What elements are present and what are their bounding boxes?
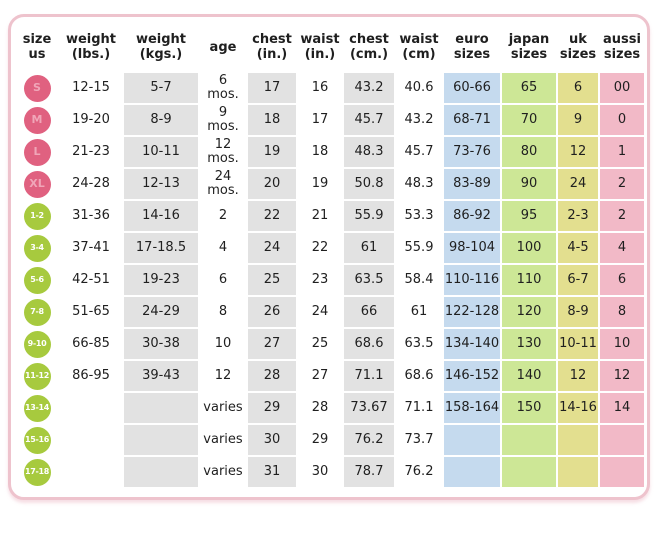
cell-japan: 100 bbox=[502, 233, 556, 263]
cell-weight_lbs: 24-28 bbox=[72, 175, 110, 191]
size-badge: 5-6 bbox=[24, 267, 51, 294]
cell-waist_in: 16 bbox=[311, 79, 329, 95]
cell-weight_lbs: 37-41 bbox=[72, 239, 110, 255]
cell-euro: 146-152 bbox=[444, 361, 500, 391]
cell-waist_in: 25 bbox=[311, 335, 329, 351]
cell-waist_in: 22 bbox=[311, 239, 329, 255]
cell-size_us bbox=[16, 361, 58, 391]
cell-age: 9 mos. bbox=[207, 104, 239, 134]
cell-euro: 60-66 bbox=[444, 73, 500, 103]
cell-chest_cm: 61 bbox=[344, 233, 394, 263]
cell-euro bbox=[444, 425, 500, 455]
cell-japan: 95 bbox=[502, 201, 556, 231]
cell-age: varies bbox=[203, 431, 243, 447]
table-row bbox=[16, 73, 644, 103]
cell-waist_cm: 61 bbox=[410, 303, 428, 319]
cell-waist_cm: 53.3 bbox=[404, 207, 434, 223]
cell-euro: 110-116 bbox=[444, 265, 500, 295]
column-header-euro: euro sizes bbox=[453, 32, 491, 62]
cell-uk: 10-11 bbox=[558, 329, 598, 359]
cell-chest_cm: 66 bbox=[344, 297, 394, 327]
cell-euro: 158-164 bbox=[444, 393, 500, 423]
cell-weight_lbs: 31-36 bbox=[72, 207, 110, 223]
cell-waist_cm: 68.6 bbox=[404, 367, 434, 383]
cell-chest_cm: 68.6 bbox=[344, 329, 394, 359]
cell-weight_lbs bbox=[60, 425, 122, 455]
cell-waist_cm: 58.4 bbox=[404, 271, 434, 287]
header-row bbox=[16, 25, 644, 71]
table-row bbox=[16, 265, 644, 295]
cell-chest_cm: 43.2 bbox=[344, 73, 394, 103]
table-row bbox=[16, 105, 644, 135]
size-badge: 15-16 bbox=[24, 427, 51, 454]
cell-japan: 80 bbox=[502, 137, 556, 167]
cell-weight_lbs: 19-20 bbox=[72, 111, 110, 127]
cell-chest_cm: 55.9 bbox=[344, 201, 394, 231]
cell-chest_in: 24 bbox=[248, 233, 296, 263]
cell-chest_cm: 48.3 bbox=[344, 137, 394, 167]
column-header-age: age bbox=[209, 39, 237, 55]
cell-japan bbox=[502, 425, 556, 455]
cell-uk: 12 bbox=[558, 361, 598, 391]
cell-chest_in: 17 bbox=[248, 73, 296, 103]
size-badge: S bbox=[24, 75, 51, 102]
column-header-chest_cm: chest (cm.) bbox=[349, 32, 389, 62]
cell-chest_cm: 78.7 bbox=[344, 457, 394, 487]
cell-age: 4 bbox=[218, 239, 228, 255]
cell-euro: 122-128 bbox=[444, 297, 500, 327]
cell-uk: 8-9 bbox=[558, 297, 598, 327]
cell-japan: 110 bbox=[502, 265, 556, 295]
cell-waist_in: 29 bbox=[311, 431, 329, 447]
size-chart-frame bbox=[8, 14, 650, 500]
cell-weight_lbs: 42-51 bbox=[72, 271, 110, 287]
cell-euro bbox=[444, 457, 500, 487]
cell-weight_lbs bbox=[60, 393, 122, 423]
cell-weight_kgs: 17-18.5 bbox=[124, 233, 198, 263]
cell-waist_in: 21 bbox=[311, 207, 329, 223]
cell-aussi: 6 bbox=[600, 265, 644, 295]
cell-aussi: 12 bbox=[600, 361, 644, 391]
table-row bbox=[16, 137, 644, 167]
cell-waist_in: 17 bbox=[311, 111, 329, 127]
cell-age: 8 bbox=[218, 303, 228, 319]
column-header-japan: japan sizes bbox=[508, 32, 550, 62]
cell-chest_in: 30 bbox=[248, 425, 296, 455]
cell-age: 10 bbox=[214, 335, 232, 351]
cell-japan: 140 bbox=[502, 361, 556, 391]
cell-age: 24 mos. bbox=[207, 168, 239, 198]
cell-waist_in: 24 bbox=[311, 303, 329, 319]
table-row bbox=[16, 425, 644, 455]
cell-japan: 150 bbox=[502, 393, 556, 423]
cell-japan bbox=[502, 457, 556, 487]
size-badge: 13-14 bbox=[24, 395, 51, 422]
table-header bbox=[16, 25, 644, 71]
cell-japan: 70 bbox=[502, 105, 556, 135]
cell-aussi: 2 bbox=[600, 201, 644, 231]
cell-weight_lbs: 66-85 bbox=[72, 335, 110, 351]
cell-uk bbox=[558, 457, 598, 487]
cell-japan: 120 bbox=[502, 297, 556, 327]
cell-size_us bbox=[16, 297, 58, 327]
cell-size_us bbox=[16, 425, 58, 455]
cell-weight_kgs: 8-9 bbox=[124, 105, 198, 135]
cell-size_us bbox=[16, 169, 58, 199]
cell-chest_in: 31 bbox=[248, 457, 296, 487]
cell-chest_in: 22 bbox=[248, 201, 296, 231]
cell-uk: 24 bbox=[558, 169, 598, 199]
cell-size_us bbox=[16, 457, 58, 487]
cell-uk: 12 bbox=[558, 137, 598, 167]
cell-size_us bbox=[16, 137, 58, 167]
cell-chest_cm: 71.1 bbox=[344, 361, 394, 391]
cell-weight_kgs: 10-11 bbox=[124, 137, 198, 167]
table-row bbox=[16, 297, 644, 327]
cell-weight_kgs bbox=[124, 457, 198, 487]
column-header-waist_in: waist (in.) bbox=[300, 32, 340, 62]
cell-chest_cm: 73.67 bbox=[344, 393, 394, 423]
cell-aussi: 0 bbox=[600, 105, 644, 135]
cell-weight_kgs: 24-29 bbox=[124, 297, 198, 327]
column-header-waist_cm: waist (cm) bbox=[399, 32, 439, 62]
cell-age: 2 bbox=[218, 207, 228, 223]
column-header-weight_kgs: weight (kgs.) bbox=[135, 32, 187, 62]
cell-weight_kgs bbox=[124, 393, 198, 423]
cell-size_us bbox=[16, 329, 58, 359]
cell-aussi: 00 bbox=[600, 73, 644, 103]
cell-chest_cm: 76.2 bbox=[344, 425, 394, 455]
table-body bbox=[16, 73, 644, 487]
cell-waist_in: 19 bbox=[311, 175, 329, 191]
size-chart-table bbox=[14, 23, 646, 489]
cell-chest_in: 20 bbox=[248, 169, 296, 199]
column-header-size_us: size us bbox=[22, 32, 52, 62]
cell-weight_kgs: 14-16 bbox=[124, 201, 198, 231]
cell-waist_in: 27 bbox=[311, 367, 329, 383]
cell-age: varies bbox=[203, 463, 243, 479]
cell-chest_in: 29 bbox=[248, 393, 296, 423]
cell-weight_lbs: 12-15 bbox=[72, 79, 110, 95]
cell-aussi bbox=[600, 457, 644, 487]
cell-euro: 98-104 bbox=[444, 233, 500, 263]
cell-chest_cm: 45.7 bbox=[344, 105, 394, 135]
size-badge: 17-18 bbox=[24, 459, 51, 486]
cell-aussi: 2 bbox=[600, 169, 644, 199]
cell-chest_in: 26 bbox=[248, 297, 296, 327]
cell-waist_in: 30 bbox=[311, 463, 329, 479]
cell-weight_lbs: 21-23 bbox=[72, 143, 110, 159]
table-row bbox=[16, 329, 644, 359]
table-row bbox=[16, 233, 644, 263]
cell-waist_cm: 43.2 bbox=[404, 111, 434, 127]
cell-chest_in: 18 bbox=[248, 105, 296, 135]
cell-waist_cm: 55.9 bbox=[404, 239, 434, 255]
cell-euro: 83-89 bbox=[444, 169, 500, 199]
cell-age: 6 mos. bbox=[207, 72, 239, 102]
cell-age: 6 bbox=[218, 271, 228, 287]
table-row bbox=[16, 201, 644, 231]
size-badge: 1-2 bbox=[24, 203, 51, 230]
cell-waist_in: 23 bbox=[311, 271, 329, 287]
cell-age: 12 mos. bbox=[207, 136, 239, 166]
cell-japan: 65 bbox=[502, 73, 556, 103]
cell-waist_in: 28 bbox=[311, 399, 329, 415]
cell-waist_cm: 63.5 bbox=[404, 335, 434, 351]
cell-chest_cm: 63.5 bbox=[344, 265, 394, 295]
cell-size_us bbox=[16, 265, 58, 295]
size-badge: M bbox=[24, 107, 51, 134]
cell-weight_kgs bbox=[124, 425, 198, 455]
cell-euro: 134-140 bbox=[444, 329, 500, 359]
cell-japan: 90 bbox=[502, 169, 556, 199]
cell-weight_kgs: 12-13 bbox=[124, 169, 198, 199]
size-badge: L bbox=[24, 139, 51, 166]
cell-uk: 9 bbox=[558, 105, 598, 135]
size-badge: 7-8 bbox=[24, 299, 51, 326]
cell-size_us bbox=[16, 201, 58, 231]
cell-chest_in: 19 bbox=[248, 137, 296, 167]
size-badge: 11-12 bbox=[24, 363, 51, 390]
cell-waist_cm: 71.1 bbox=[404, 399, 434, 415]
cell-chest_cm: 50.8 bbox=[344, 169, 394, 199]
cell-size_us bbox=[16, 73, 58, 103]
cell-uk: 4-5 bbox=[558, 233, 598, 263]
cell-chest_in: 25 bbox=[248, 265, 296, 295]
table-row bbox=[16, 169, 644, 199]
cell-weight_lbs: 51-65 bbox=[72, 303, 110, 319]
size-badge: 9-10 bbox=[24, 331, 51, 358]
cell-japan: 130 bbox=[502, 329, 556, 359]
cell-chest_in: 27 bbox=[248, 329, 296, 359]
cell-aussi: 10 bbox=[600, 329, 644, 359]
cell-euro: 73-76 bbox=[444, 137, 500, 167]
column-header-uk: uk sizes bbox=[559, 32, 597, 62]
cell-aussi bbox=[600, 425, 644, 455]
cell-aussi: 14 bbox=[600, 393, 644, 423]
cell-weight_kgs: 5-7 bbox=[124, 73, 198, 103]
cell-waist_cm: 40.6 bbox=[404, 79, 434, 95]
cell-euro: 68-71 bbox=[444, 105, 500, 135]
table-row bbox=[16, 457, 644, 487]
cell-waist_cm: 48.3 bbox=[404, 175, 434, 191]
cell-aussi: 8 bbox=[600, 297, 644, 327]
table-row bbox=[16, 361, 644, 391]
cell-euro: 86-92 bbox=[444, 201, 500, 231]
cell-weight_kgs: 30-38 bbox=[124, 329, 198, 359]
cell-size_us bbox=[16, 393, 58, 423]
column-header-chest_in: chest (in.) bbox=[252, 32, 292, 62]
table-row bbox=[16, 393, 644, 423]
cell-waist_cm: 73.7 bbox=[404, 431, 434, 447]
cell-age: 12 bbox=[214, 367, 232, 383]
cell-aussi: 4 bbox=[600, 233, 644, 263]
cell-weight_kgs: 39-43 bbox=[124, 361, 198, 391]
cell-waist_cm: 45.7 bbox=[404, 143, 434, 159]
cell-uk: 2-3 bbox=[558, 201, 598, 231]
cell-waist_cm: 76.2 bbox=[404, 463, 434, 479]
cell-weight_lbs bbox=[60, 457, 122, 487]
cell-aussi: 1 bbox=[600, 137, 644, 167]
cell-waist_in: 18 bbox=[311, 143, 329, 159]
cell-uk: 6-7 bbox=[558, 265, 598, 295]
cell-size_us bbox=[16, 233, 58, 263]
cell-weight_lbs: 86-95 bbox=[72, 367, 110, 383]
column-header-aussi: aussi sizes bbox=[603, 32, 641, 62]
cell-chest_in: 28 bbox=[248, 361, 296, 391]
cell-age: varies bbox=[203, 399, 243, 415]
cell-uk bbox=[558, 425, 598, 455]
cell-weight_kgs: 19-23 bbox=[124, 265, 198, 295]
cell-size_us bbox=[16, 105, 58, 135]
size-badge: 3-4 bbox=[24, 235, 51, 262]
cell-uk: 14-16 bbox=[558, 393, 598, 423]
size-badge: XL bbox=[24, 171, 51, 198]
column-header-weight_lbs: weight (lbs.) bbox=[65, 32, 117, 62]
cell-uk: 6 bbox=[558, 73, 598, 103]
